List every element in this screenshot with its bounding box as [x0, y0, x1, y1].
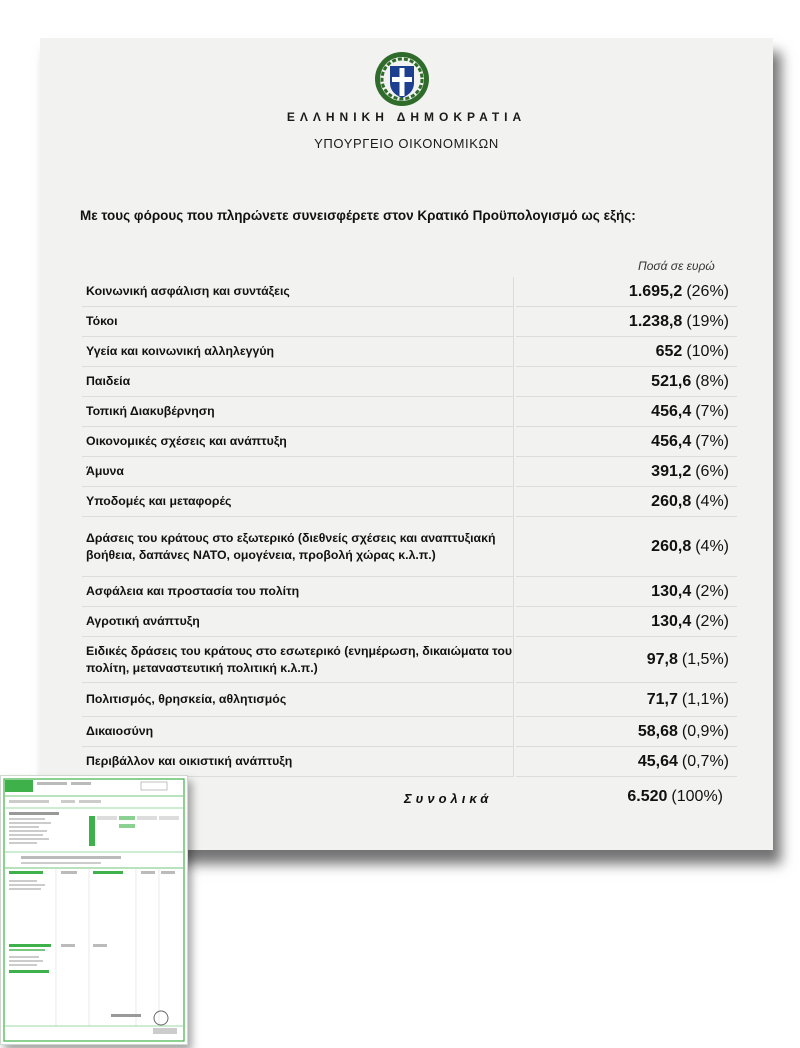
row-label: Τοπική Διακυβέρνηση [82, 397, 514, 427]
row-value: 521,6 [651, 372, 692, 390]
row-amount [516, 747, 737, 777]
row-value: 260,8 [651, 492, 692, 510]
row-percent: (7%) [695, 432, 729, 450]
row-label: Οικονομικές σχέσεις και ανάπτυξη [82, 427, 514, 457]
row-label: Αγροτική ανάπτυξη [82, 607, 514, 637]
row-amount [516, 607, 737, 637]
row-value: 130,4 [651, 582, 692, 600]
table-row [82, 487, 737, 517]
tax-form-thumbnail [0, 775, 188, 1045]
total-value: 6.520 [627, 788, 668, 805]
table-row [82, 397, 737, 427]
row-label: Παιδεία [82, 367, 514, 397]
row-value: 652 [655, 342, 683, 360]
row-amount [516, 307, 737, 337]
row-percent: (7%) [695, 402, 729, 420]
table-row [82, 517, 737, 577]
table-row [82, 747, 737, 777]
row-percent: (0,7%) [681, 752, 729, 770]
table-row [82, 277, 737, 307]
row-amount [516, 397, 737, 427]
table-row [82, 457, 737, 487]
row-value: 260,8 [651, 537, 692, 555]
row-label: Ασφάλεια και προστασία του πολίτη [82, 577, 514, 607]
row-value: 456,4 [651, 432, 692, 450]
row-percent: (0,9%) [681, 722, 729, 740]
table-row [82, 683, 737, 717]
ministry-heading: ΥΠΟΥΡΓΕΙΟ ΟΙΚΟΝΟΜΙΚΩΝ [314, 136, 499, 151]
row-percent: (19%) [686, 312, 729, 330]
row-percent: (1,5%) [681, 650, 729, 668]
table-row [82, 607, 737, 637]
row-percent: (10%) [686, 342, 729, 360]
row-value: 58,68 [637, 722, 678, 740]
intro-text: Με τους φόρους που πληρώνετε συνεισφέρετε στον Κρατικό Προϋπολογισμό ως εξής: [80, 208, 636, 223]
row-amount [516, 427, 737, 457]
row-label: Δικαιοσύνη [82, 717, 514, 747]
row-percent: (4%) [695, 492, 729, 510]
table-row [82, 717, 737, 747]
row-label: Υποδομές και μεταφορές [82, 487, 514, 517]
row-percent: (2%) [695, 582, 729, 600]
row-amount [516, 577, 737, 607]
row-amount [516, 277, 737, 307]
row-label: Άμυνα [82, 457, 514, 487]
row-value: 71,7 [646, 690, 678, 708]
total-percent: (100%) [671, 788, 723, 805]
row-percent: (6%) [695, 462, 729, 480]
row-label: Δράσεις του κράτους στο εξωτερικό (διεθνείς σχέσεις και αναπτυξιακή βοήθεια, δαπάνες ΝΑΤΟ, ομογένεια, προβολή χώρας κ.λ.π.) [82, 517, 514, 577]
country-heading: ΕΛΛΗΝΙΚΗ ΔΗΜΟΚΡΑΤΙΑ [286, 110, 527, 124]
table-row [82, 427, 737, 457]
row-value: 1.695,2 [628, 282, 683, 300]
row-label: Ειδικές δράσεις του κράτους στο εσωτερικό (ενημέρωση, δικαιώματα του πολίτη, μεταναστευτική πολιτική κ.λ.π.) [82, 637, 514, 683]
row-percent: (1,1%) [681, 690, 729, 708]
table-row [82, 637, 737, 683]
row-amount [516, 717, 737, 747]
row-value: 1.238,8 [628, 312, 683, 330]
row-label: Κοινωνική ασφάλιση και συντάξεις [82, 277, 514, 307]
row-percent: (4%) [695, 537, 729, 555]
row-amount [516, 637, 737, 683]
table-row [82, 577, 737, 607]
row-label: Τόκοι [82, 307, 514, 337]
greek-coat-of-arms-emblem [373, 50, 431, 108]
tax-form-thumbnail-graphic [1, 776, 187, 1044]
total-label: Συνολικά [404, 791, 493, 806]
row-percent: (2%) [695, 612, 729, 630]
budget-document [40, 38, 773, 850]
row-label: Υγεία και κοινωνική αλληλεγγύη [82, 337, 514, 367]
row-amount [516, 367, 737, 397]
row-value: 391,2 [651, 462, 692, 480]
table-row [82, 367, 737, 397]
row-percent: (8%) [695, 372, 729, 390]
row-amount [516, 337, 737, 367]
row-value: 97,8 [646, 650, 678, 668]
row-value: 45,64 [637, 752, 678, 770]
amount-column-header: Ποσά σε ευρώ [638, 259, 715, 273]
row-amount [516, 683, 737, 717]
row-value: 456,4 [651, 402, 692, 420]
row-amount [516, 457, 737, 487]
table-row [82, 337, 737, 367]
total-amount [516, 788, 731, 806]
row-amount [516, 517, 737, 577]
table-row [82, 307, 737, 337]
row-label: Περιβάλλον και οικιστική ανάπτυξη [82, 747, 514, 777]
row-percent: (26%) [686, 282, 729, 300]
row-amount [516, 487, 737, 517]
row-label: Πολιτισμός, θρησκεία, αθλητισμός [82, 683, 514, 717]
row-value: 130,4 [651, 612, 692, 630]
